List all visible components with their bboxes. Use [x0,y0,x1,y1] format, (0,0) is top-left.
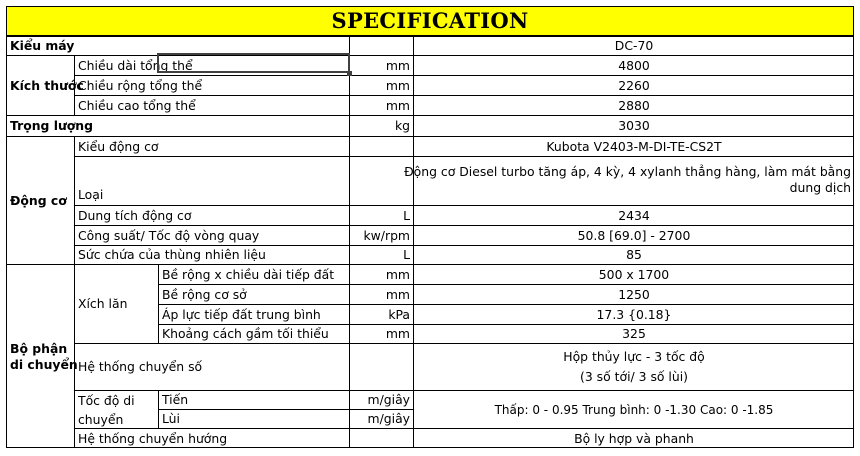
length-unit[interactable]: mm [349,55,413,75]
power-value[interactable]: 50.8 [69.0] - 2700 [413,225,854,245]
displacement-value[interactable]: 2434 [413,205,854,225]
transmission-value[interactable] [413,343,854,390]
width-unit[interactable]: mm [349,75,413,95]
track-width-length-label[interactable]: Bề rộng x chiều dài tiếp đất [158,264,349,284]
height-unit[interactable]: mm [349,95,413,115]
speed-forward-label[interactable]: Tiến [158,390,349,409]
ground-clearance-value[interactable]: 325 [413,324,854,343]
page-title: SPECIFICATION [6,6,854,36]
table-right-border [853,36,854,448]
transmission-label[interactable]: Hệ thống chuyển số [74,343,349,390]
width-label[interactable]: Chiều rộng tổng thể [74,75,349,95]
transmission-unit-cell[interactable] [349,343,413,390]
steering-value[interactable]: Bộ ly hợp và phanh [413,428,854,448]
speed-reverse-label[interactable]: Lùi [158,409,349,428]
power-unit[interactable]: kw/rpm [349,225,413,245]
undercarriage-label-line1: Bộ phận [10,340,68,356]
displacement-unit[interactable]: L [349,205,413,225]
displacement-label[interactable]: Dung tích động cơ [74,205,349,225]
speed-label[interactable] [74,390,158,428]
track-width-length-value[interactable]: 500 x 1700 [413,264,854,284]
speed-value[interactable]: Thấp: 0 - 0.95 Trung bình: 0 -1.30 Cao: 0 -1.85 [413,390,854,428]
weight-value[interactable]: 3030 [413,115,854,136]
length-label[interactable]: Chiều dài tổng thể [74,55,349,75]
model-unit-cell[interactable] [349,36,413,55]
base-width-value[interactable]: 1250 [413,284,854,304]
steering-unit-cell[interactable] [349,428,413,448]
speed-label-line2: chuyển [78,411,124,427]
table-bottom-border [6,447,854,448]
model-value[interactable]: DC-70 [413,36,854,55]
height-label[interactable]: Chiều cao tổng thể [74,95,349,115]
engine-model-label[interactable]: Kiểu động cơ [74,136,349,156]
transmission-line1: Hộp thủy lực - 3 tốc độ [563,349,705,364]
speed-forward-unit[interactable]: m/giây [349,390,413,409]
track-label[interactable]: Xích lăn [74,264,158,343]
model-label[interactable]: Kiểu máy [6,36,349,55]
fuel-label[interactable]: Sức chứa của thùng nhiên liệu [74,245,349,264]
speed-reverse-unit[interactable]: m/giây [349,409,413,428]
weight-unit[interactable]: kg [349,115,413,136]
ground-clearance-unit[interactable]: mm [349,324,413,343]
height-value[interactable]: 2880 [413,95,854,115]
track-width-length-unit[interactable]: mm [349,264,413,284]
ground-pressure-value[interactable]: 17.3 {0.18} [413,304,854,324]
engine-model-value[interactable]: Kubota V2403-M-DI-TE-CS2T [413,136,854,156]
power-label[interactable]: Công suất/ Tốc độ vòng quay [74,225,349,245]
engine-type-value[interactable] [404,156,854,205]
transmission-line2: (3 số tới/ 3 số lùi) [580,369,688,384]
engine-type-line2: dung dịch [789,180,851,195]
width-value[interactable]: 2260 [413,75,854,95]
engine-type-label[interactable]: Loại [74,156,349,205]
fill-handle[interactable] [347,71,352,76]
ground-clearance-label[interactable]: Khoảng cách gầm tối thiểu [158,324,349,343]
fuel-value[interactable]: 85 [413,245,854,264]
base-width-unit[interactable]: mm [349,284,413,304]
weight-label[interactable]: Trọng lượng [6,115,349,136]
ground-pressure-label[interactable]: Áp lực tiếp đất trung bình [158,304,349,324]
undercarriage-label[interactable] [6,264,78,448]
base-width-label[interactable]: Bề rộng cơ sở [158,284,349,304]
dimensions-label[interactable]: Kích thước [6,55,74,115]
engine-label[interactable]: Động cơ [6,136,74,264]
ground-pressure-unit[interactable]: kPa [349,304,413,324]
fuel-unit[interactable]: L [349,245,413,264]
undercarriage-label-line2: di chuyển [10,356,78,372]
engine-type-line1: Động cơ Diesel turbo tăng áp, 4 kỳ, 4 xylanh thẳng hàng, làm mát bằng [404,164,851,179]
engine-model-unit-cell[interactable] [349,136,413,156]
length-value[interactable]: 4800 [413,55,854,75]
cell-selection-box[interactable] [157,53,350,73]
steering-label[interactable]: Hệ thống chuyển hướng [74,428,349,448]
speed-label-line1: Tốc độ di [78,392,135,408]
